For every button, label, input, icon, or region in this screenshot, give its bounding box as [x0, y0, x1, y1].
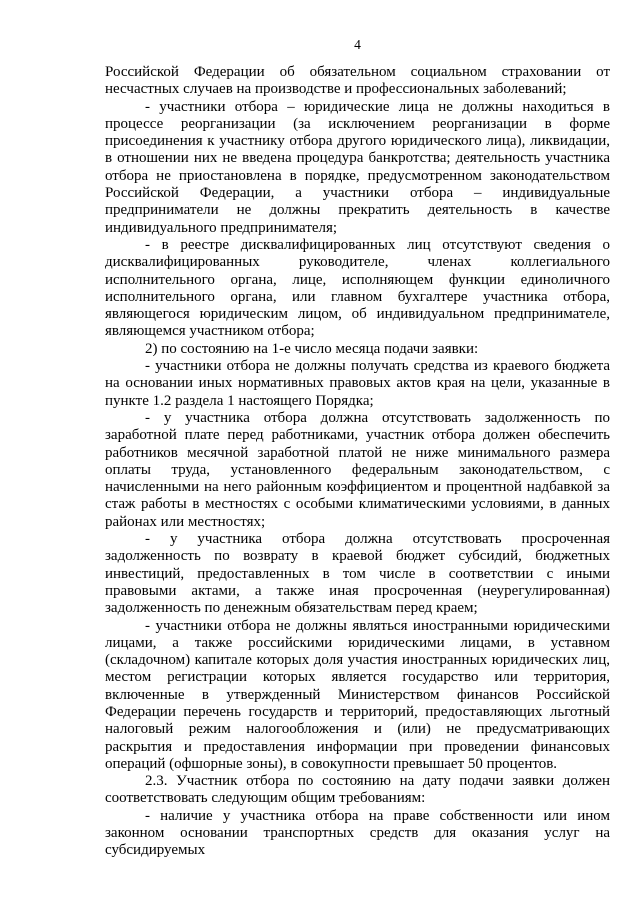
paragraph-section-2-3: 2.3. Участник отбора по состоянию на дату подачи заявки должен соответствовать следующим общим требованиям: — [105, 773, 610, 807]
paragraph-reorganization: - участники отбора – юридические лица не должны находиться в процессе реорганизации (за исключением реорганизации в форме присоединения к участнику отбора другого юридического лица), ликвидации, в отношении них не введена процедура банкротства; деятельность участника отбора не приостановлена в порядке, предусмотренном законодательством Российской Федерации, а участники отбора – индивидуальные предприниматели не должны прекратить деятельность в качестве индивидуального предпринимателя; — [105, 98, 610, 236]
paragraph-regional-budget: - участники отбора не должны получать средства из краевого бюджета на основании иных нормативных правовых актов края на цели, указанные в пункте 1.2 раздела 1 настоящего Порядка; — [105, 358, 610, 409]
paragraph-foreign-entities: - участники отбора не должны являться иностранными юридическими лицами, а также российскими юридическими лицами, в уставном (складочном) капитале которых доля участия иностранных юридических лиц, местом регистрации которых является государство или территория, включенные в утвержденный Министерством финансов Российской Федерации перечень государств и территорий, предоставляющих льготный налоговый режим налогообложения и (или) не предусматривающих раскрытия и предоставления информации при проведении финансовых операций (офшорные зоны), в совокупности превышает 50 процентов. — [105, 617, 610, 772]
paragraph-overdue-debt: - у участника отбора должна отсутствовать просроченная задолженность по возврату в краевой бюджет субсидий, бюджетных инвестиций, предоставленных в том числе в соответствии с иными правовыми актами, а также иная просроченная (неурегулированная) задолженность по денежным обязательствам перед краем; — [105, 531, 610, 617]
paragraph-disqualified-registry: - в реестре дисквалифицированных лиц отсутствуют сведения о дисквалифицированных руководителе, членах коллегиального исполнительного органа, лице, исполняющем функции единоличного исполнительного органа, или главном бухгалтере участника отбора, являющегося юридическим лицом, об индивидуальном предпринимателе, являющемся участником отбора; — [105, 236, 610, 340]
paragraph-continuation: Российской Федерации об обязательном социальном страховании от несчастных случаев на производстве и профессиональных заболеваний; — [105, 64, 610, 98]
paragraph-date-condition: 2) по состоянию на 1-е число месяца подачи заявки: — [145, 340, 479, 357]
page-number: 4 — [354, 37, 361, 52]
paragraph-vehicles: - наличие у участника отбора на праве собственности или ином законном основании транспортных средств для оказания услуг на субсидируемых — [105, 807, 610, 859]
paragraph-wage-arrears: - у участника отбора должна отсутствовать задолженность по заработной плате перед работниками, участник отбора должен обеспечить работников месячной заработной платой не ниже минимального размера оплаты труда, установленного федеральным законодательством, с начисленными на него районным коэффициентом и процентной надбавкой за стаж работы в местностях с особыми климатическими условиями, в данных районах или местностях; — [105, 409, 610, 530]
document-page — [105, 36, 610, 860]
